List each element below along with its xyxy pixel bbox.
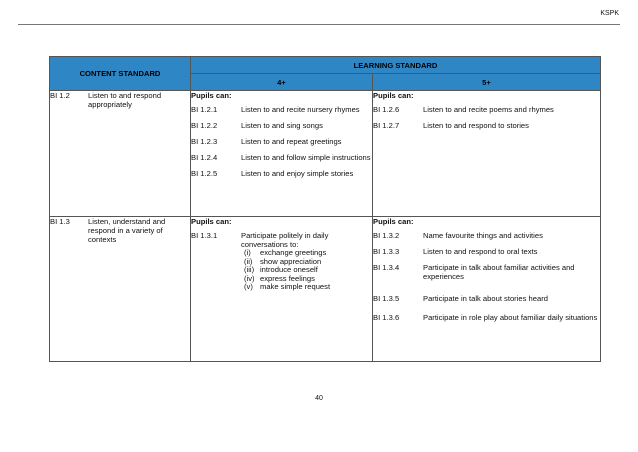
sub-list [244, 249, 372, 292]
learning-item [373, 231, 600, 240]
learning-5-cell [373, 91, 601, 217]
col-5-header: 5+ [373, 74, 601, 91]
sub-item: (v) make simple request [244, 282, 331, 292]
content-standard-desc: Listen, understand and respond in a variety of contexts [88, 217, 166, 244]
learning-item [373, 105, 600, 114]
curriculum-table [49, 56, 601, 362]
pupils-can-label: Pupils can: [191, 217, 232, 226]
item-text: Participate in talk about familiar activities and experiences [423, 263, 575, 281]
item-text: Listen to and follow simple instructions [241, 153, 371, 162]
item-code: BI 1.2.4 [191, 153, 218, 162]
content-standard-header: CONTENT STANDARD [50, 57, 191, 91]
item-text: Participate politely in daily conversations to: [241, 231, 329, 249]
learning-item [191, 105, 372, 114]
sub-item: (i) exchange greetings [244, 248, 327, 257]
sub-item: (iii) introduce oneself [244, 265, 318, 275]
item-text: Participate in talk about stories heard [423, 294, 548, 303]
item-code: BI 1.2.1 [191, 105, 218, 114]
col-4-header: 4+ [191, 74, 373, 91]
item-text: Listen to and enjoy simple stories [241, 169, 354, 178]
item-code: BI 1.3.5 [373, 294, 400, 303]
item-code: BI 1.2.6 [373, 105, 400, 114]
item-code: BI 1.2.3 [191, 137, 218, 146]
sub-item: (iv) express feelings [244, 273, 315, 283]
learning-item [191, 153, 372, 162]
item-code: BI 1.3.1 [191, 231, 218, 240]
item-code: BI 1.3.6 [373, 313, 400, 322]
item-code: BI 1.3.2 [373, 231, 400, 240]
item-text: Listen to and recite nursery rhymes [241, 105, 360, 114]
content-standard-code: BI 1.2 [50, 91, 70, 100]
page-number: 40 [315, 395, 323, 402]
learning-item [373, 121, 600, 130]
item-text: Name favourite things and activities [423, 231, 543, 240]
item-text: Listen to and sing songs [241, 121, 323, 130]
learning-standard-header: LEARNING STANDARD [191, 57, 601, 74]
item-code: BI 1.3.4 [373, 263, 400, 272]
learning-4-cell [191, 91, 373, 217]
item-code: BI 1.3.3 [373, 247, 400, 256]
learning-item [191, 231, 372, 292]
header-rule [18, 24, 620, 25]
content-standard-code: BI 1.3 [50, 217, 70, 226]
item-code: BI 1.2.2 [191, 121, 218, 130]
pupils-can-label: Pupils can: [191, 91, 232, 100]
learning-4-cell [191, 217, 373, 362]
item-text: Listen to and respond to stories [423, 121, 529, 130]
learning-item [373, 263, 600, 281]
learning-item [191, 137, 372, 146]
content-standard-cell [50, 217, 191, 362]
learning-item [373, 294, 600, 303]
pupils-can-label: Pupils can: [373, 91, 414, 100]
content-standard-cell [50, 91, 191, 217]
learning-item [373, 247, 600, 256]
item-text: Listen to and recite poems and rhymes [423, 105, 554, 114]
item-code: BI 1.2.7 [373, 121, 400, 130]
item-text: Listen to and respond to oral texts [423, 247, 538, 256]
item-text: Listen to and repeat greetings [241, 137, 342, 146]
content-standard-desc: Listen to and respond appropriately [88, 91, 162, 109]
table-row [50, 217, 601, 362]
learning-5-cell [373, 217, 601, 362]
item-text: Participate in role play about familiar daily situations [423, 313, 598, 322]
sub-item: (ii) show appreciation [244, 256, 322, 266]
item-code: BI 1.2.5 [191, 169, 218, 178]
learning-item [191, 169, 372, 178]
header-code: KSPK [600, 10, 619, 17]
learning-item [373, 313, 600, 322]
table-row [50, 91, 601, 217]
pupils-can-label: Pupils can: [373, 217, 414, 226]
learning-item [191, 121, 372, 130]
